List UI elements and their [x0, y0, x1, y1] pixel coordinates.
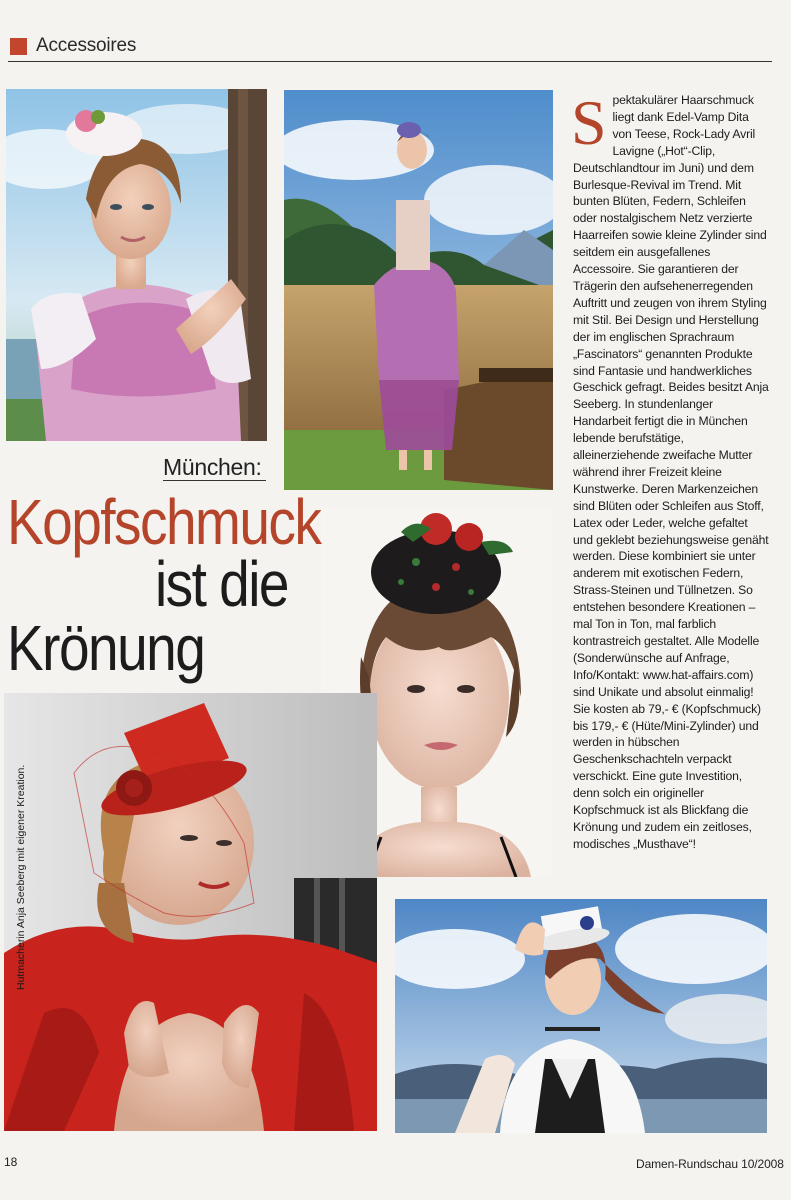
- photo-red-hat-model: [4, 693, 377, 1131]
- photo-credit: Hutmacherin Anja Seeberg mit eigener Kreation.: [15, 764, 27, 990]
- footer-publication: Damen-Rundschau 10/2008: [636, 1157, 784, 1171]
- header-rule: [8, 61, 772, 62]
- headline-line-2: ist die: [155, 548, 288, 620]
- section-marker: [10, 38, 27, 55]
- drop-cap: S: [571, 87, 607, 158]
- article-text: pektakulärer Haarschmuck liegt dank Edel-Vamp Dita von Teese, Rock-Lady Avril Lavigne („Hot“-Clip, Deutschlandtour im Juni) und dem Burlesque-Revival im Trend. Mit bunten Blüten, Federn, Schleifen oder nostalgischem Netz verzierte Haarreifen sowie kleine Zylinder sind seitdem ein ausgefallenes Accessoire. Sie garantieren der Trägerin den aufsehenerregenden Auftritt und zeugen von ihrem Styling mit Stil. Bei Design und Herstellung der im englischen Sprachraum „Fascinators“ genannten Produkte sind Fantasie und handwerkliches Geschick gefragt. Beides besitzt Anja Seeberg. In stundenlanger Handarbeit fertigt die in München lebende berufstätige, alleinerziehende zweifache Mutter während ihrer Freizeit kleine Kunstwerke. Deren Markenzeichen sind Blüten oder Schleifen aus Stoff, Latex oder Leder, welche gefaltet und geklebt beziehungsweise genäht werden. Diese kombiniert sie unter anderem mit exotischen Federn, Strass-Steinen und Tüllnetzen. So entstehen besondere Kreationen – mal Ton in Ton, mal farblich kontrastreich gestaltet. Alle Modelle (Sonderwünsche auf Anfrage, Info/Kontakt: www.hat-affairs.com) sind Unikate und absolut einmalig! Sie kosten ab 79,- € (Kopfschmuck) bis 179,- € (Hüte/Mini-Zylinder) und werden in hübschen Geschenkschachteln verpackt verschickt. Eine gute Investition, denn solch ein origineller Kopfschmuck ist als Blickfang die Krönung und zudem ein zeitloses, modisches „Musthave“!: [573, 93, 769, 851]
- section-title: Accessoires: [36, 35, 137, 56]
- kicker-underline: [163, 480, 266, 481]
- photo-dirndl-field-model: [284, 90, 553, 490]
- photo-white-hat-model: [395, 899, 767, 1133]
- article-body: [571, 87, 769, 853]
- page-number: 18: [4, 1155, 18, 1169]
- kicker-location: München:: [163, 454, 262, 480]
- headline-line-1: Kopfschmuck: [7, 486, 321, 558]
- photo-pink-blouse-model: [6, 89, 267, 441]
- headline-line-3: Krönung: [7, 612, 205, 684]
